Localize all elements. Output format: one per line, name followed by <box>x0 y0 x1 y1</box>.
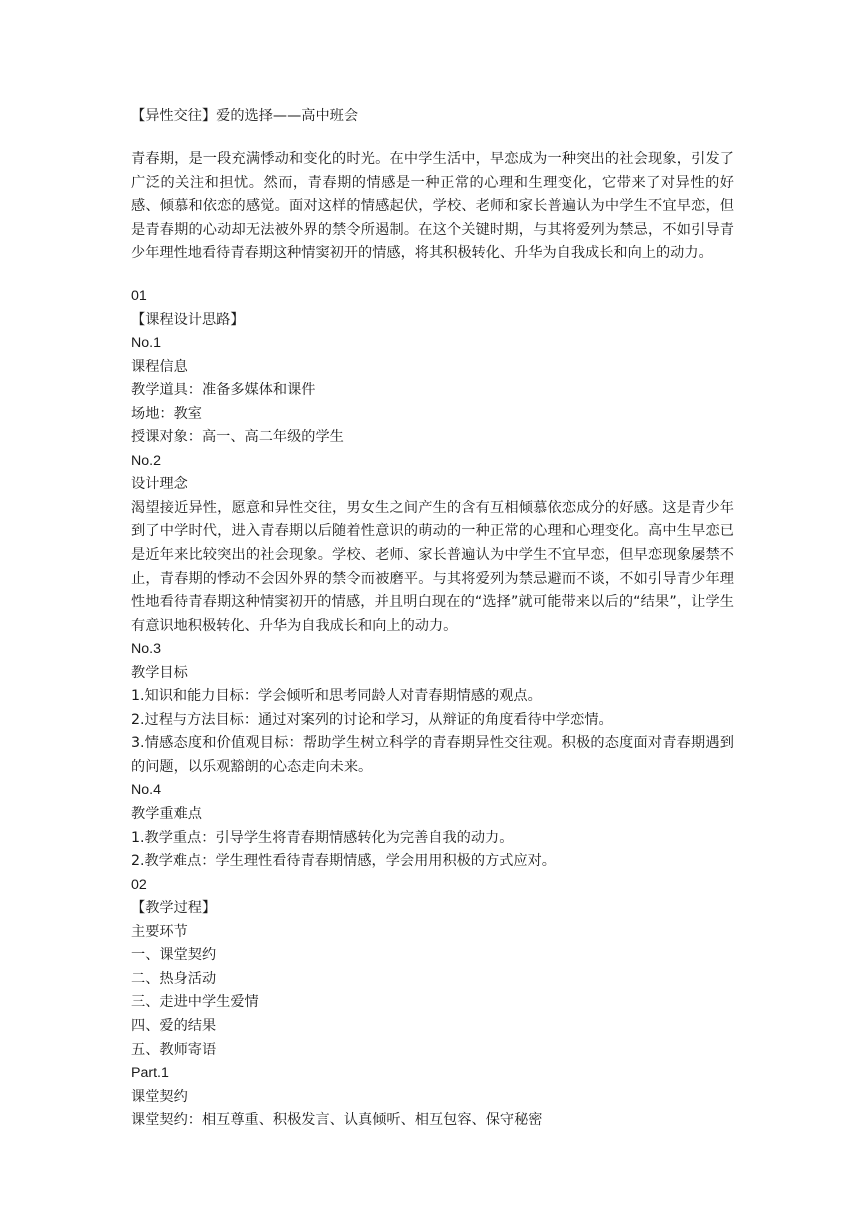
subsection-number: No.4 <box>131 782 161 799</box>
list-item: 一、课堂契约 <box>131 947 217 964</box>
text-line: 授课对象：高一、高二年级的学生 <box>131 429 344 446</box>
subsection-number: No.2 <box>131 452 161 469</box>
document-body <box>131 285 734 1133</box>
section-heading: 【课程设计思路】 <box>131 311 245 328</box>
section-heading: 【教学过程】 <box>131 900 217 917</box>
subsection-heading: 教学重难点 <box>131 806 202 823</box>
subsection-heading: 主要环节 <box>131 923 188 940</box>
text-line: 课堂契约：相互尊重、积极发言、认真倾听、相互包容、保守秘密 <box>131 1112 543 1129</box>
text-line: 教学道具：准备多媒体和课件 <box>131 382 316 399</box>
list-item: 1.教学重点：引导学生将青春期情感转化为完善自我的动力。 <box>131 829 514 846</box>
text-line: 场地：教室 <box>131 405 202 422</box>
section-number: 01 <box>131 288 147 304</box>
list-item: 五、教师寄语 <box>131 1041 217 1058</box>
list-item: 2.教学难点：学生理性看待青春期情感，学会用用积极的方式应对。 <box>131 853 556 870</box>
subsection-number: No.1 <box>131 335 161 352</box>
list-item: 2.过程与方法目标：通过对案列的讨论和学习，从辩证的角度看待中学恋情。 <box>131 711 613 728</box>
subsection-number: No.3 <box>131 641 161 658</box>
subsection-heading: 教学目标 <box>131 664 188 681</box>
subsection-heading: 课程信息 <box>131 358 188 375</box>
list-item: 二、热身活动 <box>131 970 217 987</box>
document-title: 【异性交往】爱的选择——高中班会 <box>131 108 359 124</box>
list-item: 四、爱的结果 <box>131 1017 217 1034</box>
part-number: Part.1 <box>131 1065 169 1082</box>
intro-paragraph: 青春期，是一段充满悸动和变化的时光。在中学生活中，早恋成为一种突出的社会现象，引发了广泛的关注和担忧。然而，青春期的情感是一种正常的心理和生理变化，它带来了对异性的好感、倾慕和依恋的感觉。面对这样的情感起伏，学校、老师和家长普遍认为中学生不宜早恋，但是青春期的心动却无法被外界的禁令所遏制。在这个关键时期，与其将爱列为禁忌，不如引导青少年理性地看待青春期这种情窦初开的情感，将其积极转化、升华为自我成长和向上的动力。 <box>131 151 734 262</box>
list-item: 三、走进中学生爱情 <box>131 994 259 1011</box>
subsection-heading: 课堂契约 <box>131 1088 188 1105</box>
section-number: 02 <box>131 876 147 893</box>
subsection-heading: 设计理念 <box>131 476 188 493</box>
list-item: 3.情感态度和价值观目标：帮助学生树立科学的青春期异性交往观。积极的态度面对青春期遇到的问题，以乐观豁朗的心态走向未来。 <box>131 735 734 775</box>
paragraph: 渴望接近异性，愿意和异性交往，男女生之间产生的含有互相倾慕依恋成分的好感。这是青少年到了中学时代，进入青春期以后随着性意识的萌动的一种正常的心理和心理变化。高中生早恋已是近年来比较突出的社会现象。学校、老师、家长普遍认为中学生不宜早恋，但早恋现象屡禁不止，青春期的悸动不会因外界的禁令而被磨平。与其将爱列为禁忌避而不谈，不如引导青少年理性地看待青春期这种情窦初开的情感，并且明白现在的“选择”就可能带来以后的“结果”，让学生有意识地积极转化、升华为自我成长和向上的动力。 <box>131 499 734 634</box>
list-item: 1.知识和能力目标：学会倾听和思考同龄人对青春期情感的观点。 <box>131 688 542 705</box>
